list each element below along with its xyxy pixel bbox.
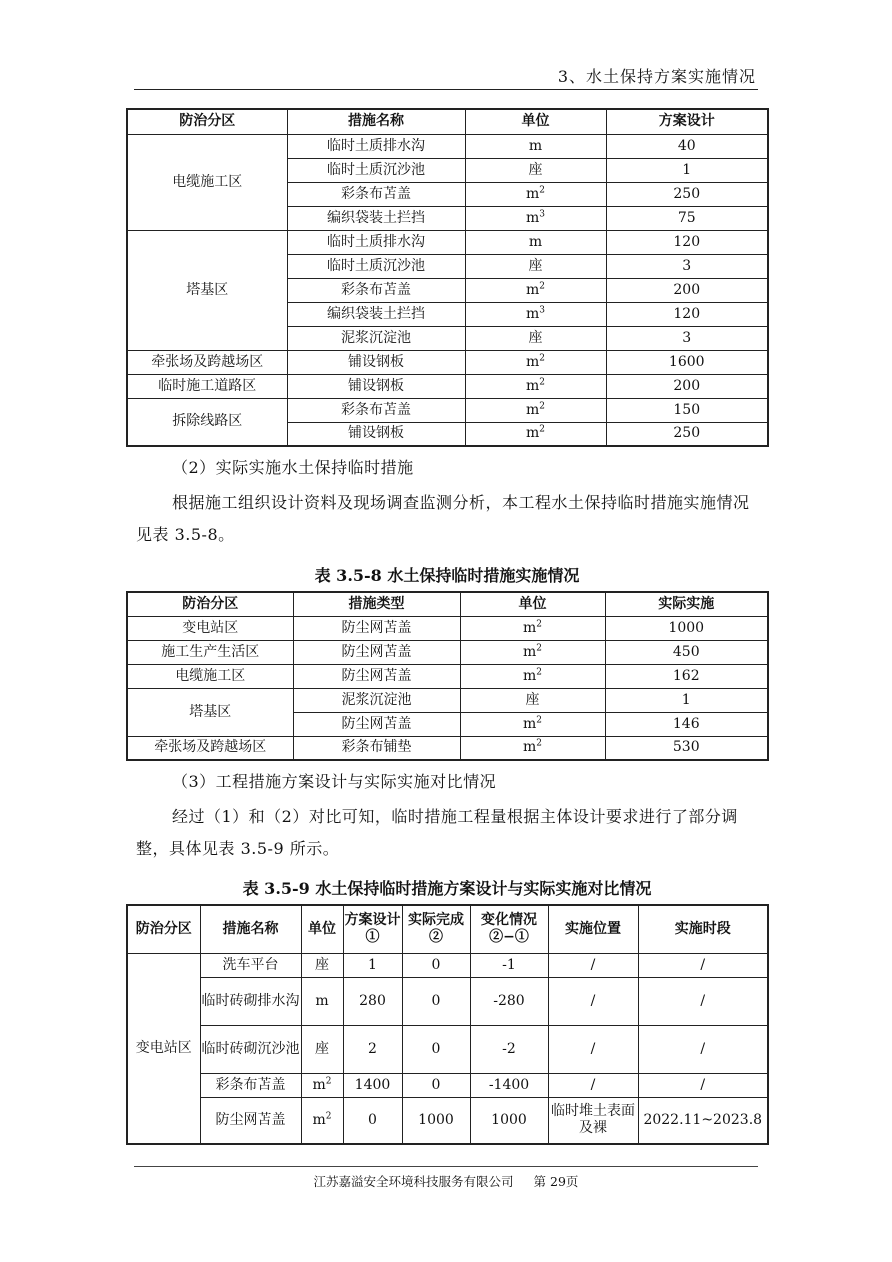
unit-cell: [301, 1073, 343, 1097]
design-value-cell: 2: [343, 1025, 402, 1073]
unit-base: m: [525, 401, 540, 418]
table-header-row: [127, 109, 768, 134]
zone-cell: 塔基区: [127, 230, 287, 350]
unit-cell: [460, 688, 605, 712]
unit-base: m: [525, 185, 540, 202]
unit-exponent: 2: [539, 400, 545, 411]
unit-base: m: [312, 1076, 326, 1093]
unit-cell: [465, 278, 606, 302]
column-header: 实际实施: [605, 592, 768, 616]
unit-base: 座: [315, 956, 329, 973]
table-row: [127, 977, 768, 1025]
location-cell: /: [548, 953, 638, 977]
table-row: [127, 616, 768, 640]
measure-name-cell: 彩条布苫盖: [287, 182, 465, 206]
unit-cell: [301, 1025, 343, 1073]
zone-cell: 施工生产生活区: [127, 640, 293, 664]
unit-cell: [460, 640, 605, 664]
unit-base: 座: [528, 257, 543, 274]
actual-value-cell: 1000: [402, 1097, 470, 1144]
value-cell: 1: [605, 688, 768, 712]
unit-base: m: [525, 353, 540, 370]
change-value-cell: -2: [470, 1025, 548, 1073]
unit-cell: [301, 1097, 343, 1144]
actual-value-cell: 0: [402, 1025, 470, 1073]
table-row: [127, 374, 768, 398]
table-row: [127, 398, 768, 422]
unit-exponent: 3: [539, 208, 545, 219]
unit-base: m: [528, 233, 543, 250]
measure-name-cell: 防尘网苫盖: [200, 1097, 301, 1144]
measure-name-cell: 编织袋装土拦挡: [287, 206, 465, 230]
location-cell: /: [548, 977, 638, 1025]
zone-cell: 拆除线路区: [127, 398, 287, 446]
unit-base: m: [522, 715, 537, 732]
unit-cell: [460, 736, 605, 760]
unit-exponent: 2: [539, 280, 545, 291]
unit-cell: [301, 953, 343, 977]
zone-cell: 牵张场及跨越场区: [127, 736, 293, 760]
zone-cell: 临时施工道路区: [127, 374, 287, 398]
column-header: 措施名称: [287, 109, 465, 134]
period-cell: 2022.11~2023.8: [638, 1097, 768, 1144]
value-cell: 146: [605, 712, 768, 736]
table-row: [127, 664, 768, 688]
unit-base: m: [522, 667, 537, 684]
unit-exponent: 2: [539, 424, 545, 435]
unit-cell: [301, 977, 343, 1025]
unit-cell: [465, 374, 606, 398]
measure-name-cell: 防尘网苫盖: [293, 616, 460, 640]
measure-name-cell: 临时土质沉沙池: [287, 254, 465, 278]
value-cell: 40: [606, 134, 768, 158]
column-header: 实施位置: [548, 905, 638, 953]
value-cell: 75: [606, 206, 768, 230]
unit-cell: [465, 422, 606, 446]
unit-base: m: [315, 992, 329, 1009]
measure-name-cell: 彩条布铺垫: [293, 736, 460, 760]
table-row: [127, 688, 768, 712]
table-row: [127, 230, 768, 254]
table-row: [127, 134, 768, 158]
zone-cell: 电缆施工区: [127, 134, 287, 230]
header-rule: [134, 89, 758, 90]
column-header: 方案设计①: [343, 905, 402, 953]
column-header: 方案设计: [606, 109, 768, 134]
unit-exponent: 2: [539, 352, 545, 363]
location-cell: /: [548, 1025, 638, 1073]
value-cell: 530: [605, 736, 768, 760]
unit-base: 座: [315, 1040, 329, 1057]
unit-exponent: 2: [536, 618, 542, 629]
column-header: 变化情况②−①: [470, 905, 548, 953]
design-value-cell: 1: [343, 953, 402, 977]
unit-cell: [465, 350, 606, 374]
actual-value-cell: 0: [402, 977, 470, 1025]
column-header: 措施名称: [200, 905, 301, 953]
footer-company: 江苏嘉溢安全环境科技服务有限公司: [313, 1174, 514, 1189]
page-header-title: 3、水土保持方案实施情况: [557, 67, 756, 86]
table-row: [127, 1025, 768, 1073]
section-heading-actual: （2）实际实施水土保持临时措施: [172, 458, 414, 477]
measure-name-cell: 临时土质排水沟: [287, 230, 465, 254]
unit-exponent: 2: [536, 714, 542, 725]
unit-base: m: [525, 209, 540, 226]
zone-cell: 变电站区: [127, 616, 293, 640]
unit-base: m: [525, 425, 540, 442]
unit-cell: [465, 182, 606, 206]
measure-name-cell: 临时砖砌沉沙池: [200, 1025, 301, 1073]
value-cell: 150: [606, 398, 768, 422]
period-cell: /: [638, 1025, 768, 1073]
measure-name-cell: 编织袋装土拦挡: [287, 302, 465, 326]
value-cell: 120: [606, 302, 768, 326]
measure-name-cell: 临时土质排水沟: [287, 134, 465, 158]
measure-name-cell: 泥浆沉淀池: [293, 688, 460, 712]
unit-base: m: [522, 739, 537, 756]
unit-base: m: [522, 643, 537, 660]
change-value-cell: -1: [470, 953, 548, 977]
location-cell: 临时堆土表面及裸: [548, 1097, 638, 1144]
zone-cell: 变电站区: [127, 953, 200, 1144]
change-value-cell: 1000: [470, 1097, 548, 1144]
table-header-row: [127, 905, 768, 953]
value-cell: 3: [606, 326, 768, 350]
table-comparison: [126, 904, 769, 1145]
measure-name-cell: 铺设钢板: [287, 422, 465, 446]
footer-page-number: 第 29页: [533, 1174, 579, 1189]
value-cell: 450: [605, 640, 768, 664]
unit-cell: [465, 254, 606, 278]
measure-name-cell: 彩条布苫盖: [200, 1073, 301, 1097]
footer-rule: [134, 1166, 758, 1167]
actual-value-cell: 0: [402, 953, 470, 977]
measure-name-cell: 彩条布苫盖: [287, 398, 465, 422]
unit-exponent: 2: [536, 666, 542, 677]
unit-cell: [460, 616, 605, 640]
column-header: 单位: [301, 905, 343, 953]
value-cell: 1000: [605, 616, 768, 640]
design-value-cell: 1400: [343, 1073, 402, 1097]
unit-exponent: 3: [539, 304, 545, 315]
value-cell: 200: [606, 278, 768, 302]
table-row: [127, 1073, 768, 1097]
unit-base: m: [525, 305, 540, 322]
unit-cell: [465, 206, 606, 230]
unit-exponent: 2: [325, 1075, 332, 1086]
zone-cell: 塔基区: [127, 688, 293, 736]
change-value-cell: -280: [470, 977, 548, 1025]
measure-name-cell: 防尘网苫盖: [293, 664, 460, 688]
unit-exponent: 2: [539, 376, 545, 387]
column-header: 单位: [460, 592, 605, 616]
table-design-measures: [126, 108, 769, 447]
paragraph-actual-intro: 根据施工组织设计资料及现场调查监测分析，本工程水土保持临时措施实施情况见表 3.5-8。: [136, 493, 750, 544]
location-cell: /: [548, 1073, 638, 1097]
column-header: 防治分区: [127, 592, 293, 616]
value-cell: 250: [606, 422, 768, 446]
measure-name-cell: 洗车平台: [200, 953, 301, 977]
table-caption: 表 3.5-9 水土保持临时措施方案设计与实际实施对比情况: [242, 879, 652, 898]
measure-name-cell: 防尘网苫盖: [293, 712, 460, 736]
value-cell: 1: [606, 158, 768, 182]
column-header: 单位: [465, 109, 606, 134]
unit-base: m: [525, 281, 540, 298]
unit-base: 座: [528, 161, 543, 178]
value-cell: 120: [606, 230, 768, 254]
design-value-cell: 280: [343, 977, 402, 1025]
measure-name-cell: 临时砖砌排水沟: [200, 977, 301, 1025]
unit-base: 座: [525, 691, 540, 708]
change-value-cell: -1400: [470, 1073, 548, 1097]
actual-value-cell: 0: [402, 1073, 470, 1097]
unit-base: m: [528, 137, 543, 154]
unit-cell: [465, 398, 606, 422]
table-row: [127, 736, 768, 760]
page-footer: [0, 1172, 892, 1190]
table-row: [127, 350, 768, 374]
unit-cell: [465, 158, 606, 182]
unit-base: m: [312, 1111, 326, 1128]
value-cell: 200: [606, 374, 768, 398]
table-actual-measures: [126, 591, 769, 761]
unit-exponent: 2: [536, 738, 542, 749]
unit-base: m: [525, 377, 540, 394]
value-cell: 1600: [606, 350, 768, 374]
unit-cell: [460, 664, 605, 688]
table-row: [127, 953, 768, 977]
unit-exponent: 2: [539, 184, 545, 195]
table-row: [127, 1097, 768, 1144]
design-value-cell: 0: [343, 1097, 402, 1144]
unit-base: m: [522, 619, 537, 636]
value-cell: 250: [606, 182, 768, 206]
table-row: [127, 640, 768, 664]
measure-name-cell: 临时土质沉沙池: [287, 158, 465, 182]
period-cell: /: [638, 953, 768, 977]
column-header: 实施时段: [638, 905, 768, 953]
zone-cell: 电缆施工区: [127, 664, 293, 688]
unit-cell: [465, 134, 606, 158]
unit-cell: [460, 712, 605, 736]
unit-exponent: 2: [536, 642, 542, 653]
table-header-row: [127, 592, 768, 616]
measure-name-cell: 铺设钢板: [287, 374, 465, 398]
column-header: 防治分区: [127, 109, 287, 134]
measure-name-cell: 彩条布苫盖: [287, 278, 465, 302]
unit-cell: [465, 302, 606, 326]
unit-exponent: 2: [325, 1111, 332, 1122]
unit-base: 座: [528, 329, 543, 346]
section-heading-comparison: （3）工程措施方案设计与实际实施对比情况: [172, 772, 497, 791]
column-header: 措施类型: [293, 592, 460, 616]
measure-name-cell: 防尘网苫盖: [293, 640, 460, 664]
value-cell: 162: [605, 664, 768, 688]
paragraph-comparison-intro: 经过（1）和（2）对比可知，临时措施工程量根据主体设计要求进行了部分调整，具体见表 3.5-9 所示。: [136, 807, 738, 858]
value-cell: 3: [606, 254, 768, 278]
unit-cell: [465, 230, 606, 254]
table-caption: 表 3.5-8 水土保持临时措施实施情况: [314, 566, 580, 585]
column-header: 防治分区: [127, 905, 200, 953]
period-cell: /: [638, 977, 768, 1025]
measure-name-cell: 泥浆沉淀池: [287, 326, 465, 350]
zone-cell: 牵张场及跨越场区: [127, 350, 287, 374]
column-header: 实际完成②: [402, 905, 470, 953]
measure-name-cell: 铺设钢板: [287, 350, 465, 374]
period-cell: /: [638, 1073, 768, 1097]
unit-cell: [465, 326, 606, 350]
